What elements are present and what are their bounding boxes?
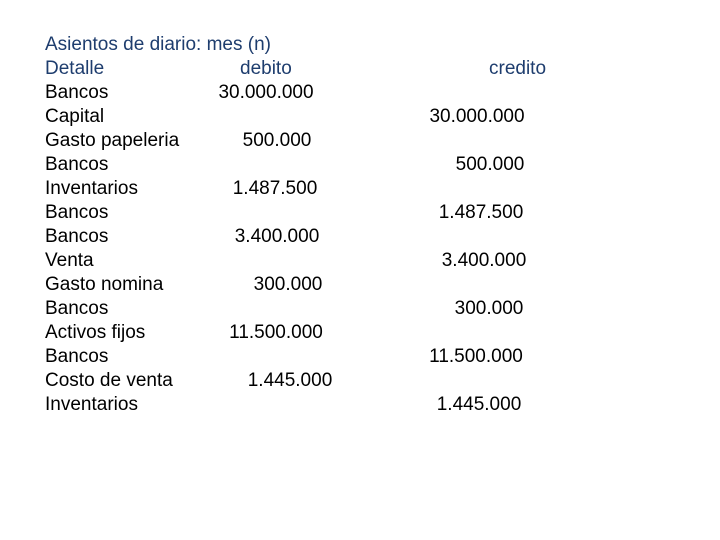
account-name: Gasto nomina <box>45 274 164 295</box>
journal-row: Bancos 300.000 <box>45 298 524 319</box>
journal-row: Bancos 500.000 <box>45 154 525 175</box>
account-name: Bancos <box>45 346 109 367</box>
journal-entries <box>0 82 720 418</box>
page-title: Asientos de diario: mes (n) <box>45 34 271 55</box>
account-name: Inventarios <box>45 394 138 415</box>
journal-row: Bancos 3.400.000 <box>45 226 320 247</box>
journal-row: Costo de venta 1.445.000 <box>45 370 333 391</box>
journal-row: Inventarios 1.487.500 <box>45 178 318 199</box>
journal-row: Bancos 1.487.500 <box>45 202 524 223</box>
header-debito: debito <box>240 58 292 79</box>
account-name: Bancos <box>45 202 109 223</box>
journal-row: Bancos 30.000.000 <box>45 82 314 103</box>
journal-row: Capital 30.000.000 <box>45 106 525 127</box>
account-name: Bancos <box>45 82 109 103</box>
journal-row: Gasto nomina 300.000 <box>45 274 323 295</box>
journal-row: Bancos 11.500.000 <box>45 346 523 367</box>
header-detalle: Detalle <box>45 58 105 79</box>
account-name: Bancos <box>45 154 109 175</box>
account-name: Venta <box>45 250 94 271</box>
account-name: Bancos <box>45 298 109 319</box>
account-name: Activos fijos <box>45 322 146 343</box>
account-name: Costo de venta <box>45 370 173 391</box>
journal-row: Venta 3.400.000 <box>45 250 527 271</box>
journal-row: Activos fijos 11.500.000 <box>45 322 323 343</box>
account-name: Bancos <box>45 226 109 247</box>
header-credito: credito <box>489 58 547 79</box>
journal-row: Gasto papeleria 500.000 <box>45 130 312 151</box>
account-name: Inventarios <box>45 178 138 199</box>
account-name: Gasto papeleria <box>45 130 180 151</box>
journal-row: Inventarios 1.445.000 <box>45 394 522 415</box>
account-name: Capital <box>45 106 105 127</box>
